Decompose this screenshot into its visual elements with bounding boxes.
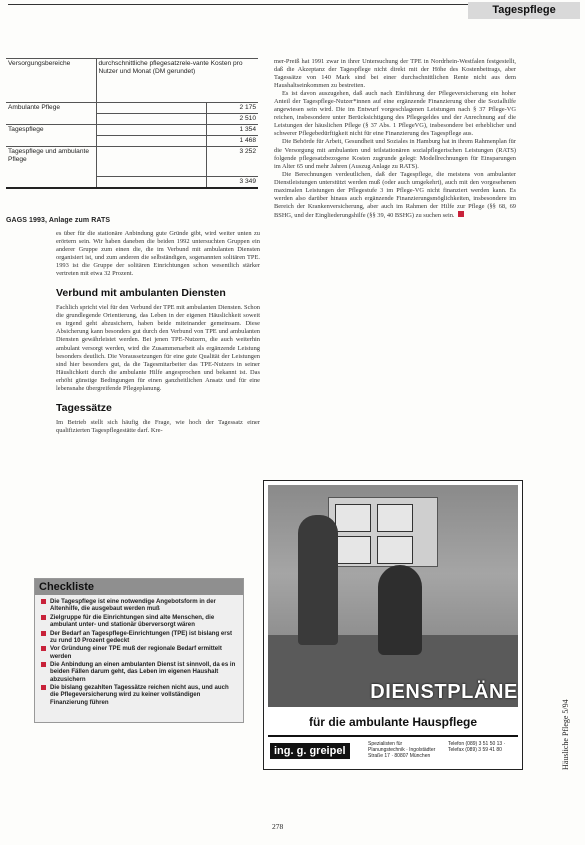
person-image [378,565,422,655]
table-cell: 2 510 [206,114,258,125]
body-paragraph: es über für die stationäre Anbindung gute Gründe gibt, wird weiter unten zu erörtern sein. Wir haben daneben die beiden 1992 untersuchten Gruppen ein anderer Gruppe zum einen die, die im Verbund mit ambulanten Diensten organisiert ist, und zum anderen die selbständigen, sogenannten solitären TPE. 1993 ist die Gruppe der solitären Einrichtungen schon wesentlich stärker vertreten mit etwa 32 Prozent. [56,230,260,278]
table-row [6,136,258,147]
table-cell: 1 354 [206,125,258,136]
table-header-cell: durchschnittliche pflegesatzrele-vante Kosten pro Nutzer und Monat (DM gerundet) [96,59,258,103]
section-heading: Tagessätze [56,401,112,414]
table-cell: 3 252 [206,147,258,177]
ad-brand-logo: ing. g. greipel [270,743,350,759]
body-text: Die Berechnungen verdeutlichen, daß der Tagespflege, die meistens von ambulanter Dienstleistungen unterstützt werden muß (oder auch umgekehrt), auch mit den vorgesehenen maximalen Leistungen der Pflegestufe 3 im Pflege-VG nicht finanziert werden kann. Es werden also darüber hinaus auch ergänzende Finanzierungsmöglichkeiten, insbesondere im Bereich der Krankenversicherung, aber auch im Rahmen der Hilfe zur Pflege (§§ 68, 69 BSHG, und der Eingliederungshilfe (§§ 39, 40 BSHG) zu suchen sein. [274,170,516,219]
table-row-label: Ambulante Pflege [6,103,96,114]
checklist-items [35,595,243,706]
right-column [274,58,516,220]
list-item: Zielgruppe für die Einrichtungen sind alte Menschen, die ambulant unter- und stationär überversorgt wären [41,614,237,628]
ad-subtitle: für die ambulante Hauspflege [308,715,478,729]
section-tag: Tagespflege [468,2,580,19]
left-column [56,230,260,435]
table-cell: 2 175 [206,103,258,114]
table-row [6,125,258,136]
table-source: GAGS 1993, Anlage zum RATS [6,217,111,224]
table-cell: 1 468 [206,136,258,147]
table-cell: 3 349 [206,177,258,189]
table-row-label: Tagespflege [6,125,96,136]
table-row [6,147,258,177]
list-item: Die Tagespflege ist eine notwendige Angebotsform in der Altenhilfe, die ausgebaut werden muß [41,598,237,612]
list-item: Der Bedarf an Tagespflege-Einrichtungen (TPE) ist bislang erst zu rund 10 Prozent gedeckt [41,630,237,644]
ad-phone: Telefon (089) 3 51 50 13 · Telefax (089) 3 59 41 80 [448,741,506,753]
table-header-row [6,59,258,103]
page-number: 278 [272,822,284,831]
ad-photo [268,485,518,707]
table-row-label: Tagespflege und ambulante Pflege [6,147,96,177]
section-heading: Verbund mit ambulanten Diensten [56,287,226,300]
ad-title: DIENSTPLÄNE [370,681,518,703]
end-mark-icon [458,211,464,217]
cost-table [6,58,258,189]
table-row [6,103,258,114]
person-image [298,515,338,645]
ad-address: Spezialisten für Planungstechnik · Ingolstädter Straße 17 · 80807 München [368,741,436,759]
body-paragraph: Es ist davon auszugehen, daß auch nach Einführung der Pflegeversicherung ein hoher Anteil der Tagespflege-Nutzer*innen auf eine ergänzende Finanzierung über die Sozialhilfe angewiesen sein wird. Die im Entwurf vorgeschlagenen Leistungen nach § 37 Pflege-VG reichen, insbesondere unter Berücksichtigung des Pflegegeldes und der Anrechnung auf die Leistungen der häuslichen Pflege (§ 37 Abs. 1 PflegeVG), insbesondere bei erheblicher und schwerer Pflegebedürftigkeit nicht für eine Finanzierung des Tagespflege aus. [274,90,516,138]
header-rule [8,4,468,5]
body-paragraph [274,171,516,220]
list-item: Vor Gründung einer TPE muß der regionale Bedarf ermittelt werden [41,645,237,659]
body-paragraph: Fachlich spricht viel für den Verbund der TPE mit ambulanten Diensten. Schon die grundlegende Orientierung, das Leben in der eigenen Häuslichkeit soweit es irgend geht abzusichern, haben beide miteinander gemeinsam. Diese Absicherung kann besonders gut durch den Verbund von TPE und ambulanten Diensten gewährleistet werden. Bei jenen TPE-Nutzern, die auch weiterhin ambulant versorgt werden, wird die Zusammenarbeit als ergänzende Leistung besonders deutlich. Die Voraussetzungen für eine gute Qualität der Leistungen sind hier besonders gut, da die Tagesmitarbeiter das TPE-Nutzers in seiner Häuslichkeit durch die ambulante Hilfe angesprochen und bekannt ist. Das erhöht günstige Bedingungen für einen ganzheitlichen Ansatz und für eine lebensnahe übergreifende Pflegeplanung. [56,304,260,392]
ad-footer [268,735,518,765]
body-paragraph: Im Betrieb stellt sich häufig die Frage, wie hoch der Tagessatz einer qualifizierten Tagespflegestätte darf. Kre- [56,418,260,434]
planning-board-image [328,497,438,567]
advertisement [263,480,523,770]
table-header-cell: Versorgungsbereiche [6,59,96,103]
list-item: Die Anbindung an einen ambulanten Dienst ist sinnvoll, da es in beiden Fällen darum geht, das Leben im eigenen Haushalt abzusichern [41,661,237,683]
table-row [6,114,258,125]
body-paragraph: mer-Preiß hat 1991 zwar in ihrer Untersuchung der TPE in Nordrhein-Westfalen festgestellt, daß die Akzeptanz der Tagespflege nicht direkt mit der Höhe des Kostenbeitrags, aber Tagessätze von 140 Mark sind bei einer durchschnittlichen Rente nicht aus dem Haushaltseinkommen zu bestreiten. [274,58,516,90]
body-paragraph: Die Behörde für Arbeit, Gesundheit und Soziales in Hamburg hat in ihrem Rahmenplan für die Versorgung mit ambulanten und teilstationären sozialpflegerischen Leistungen (RATS) folgende pflegesatzbezogene Kosten zugrunde gelegt: Modellrechnungen für Einsparungen im Alter 65 und mehr Jahren (Auszug Anlage zu RATS). [274,138,516,170]
checklist-box [34,578,244,723]
table-row [6,177,258,189]
journal-side-label: Häusliche Pflege 5/94 [561,699,570,770]
list-item: Die bislang gezahlten Tagessätze reichen nicht aus, und auch die Pflegeversicherung wird zu keiner vollständigen Finanzierung führen [41,684,237,706]
checklist-title: Checkliste [35,579,243,595]
